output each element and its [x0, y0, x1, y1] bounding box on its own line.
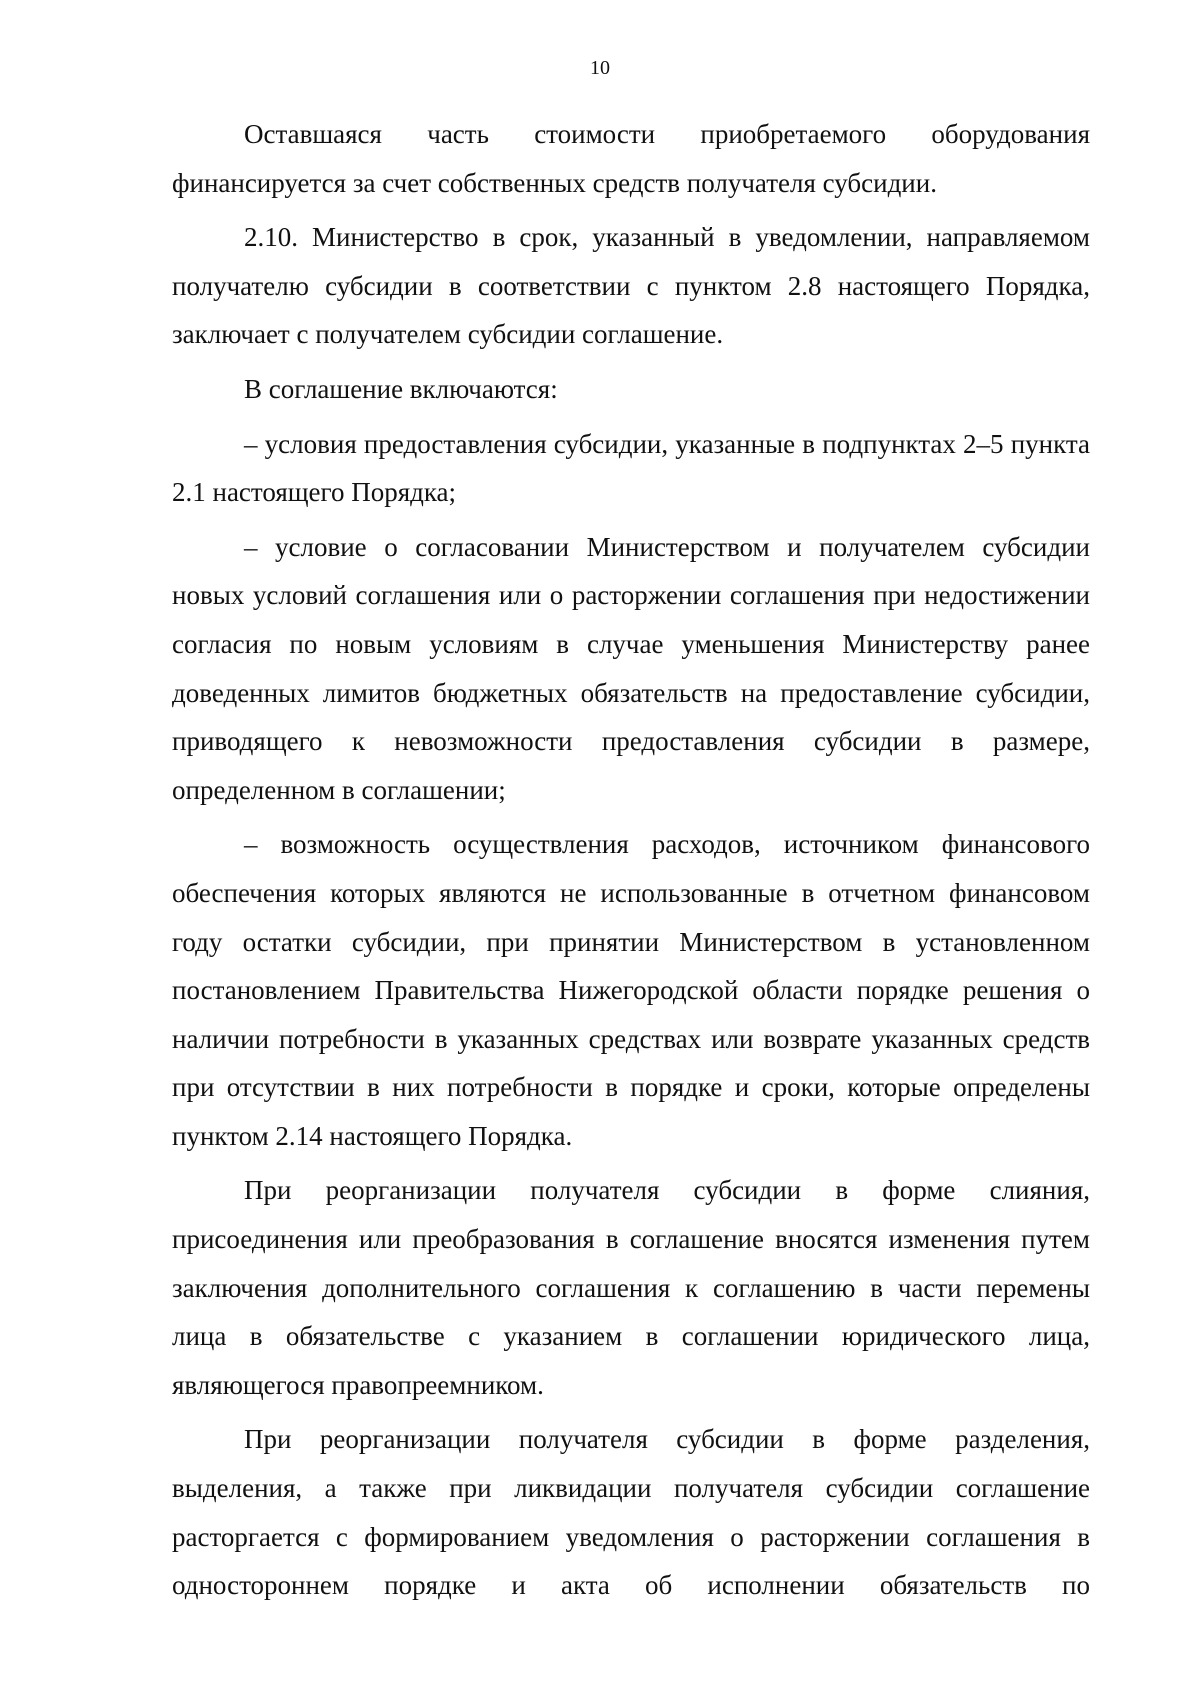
paragraph-reorganization-merger: При реорганизации получателя субсидии в форме слияния, присоединения или преобразования в соглашение вносятся изменения путем заключения дополнительного соглашения к соглашению в части перемены лица в обязательстве с указанием в соглашении юридического лица, являющегося правопреемником. [172, 1175, 1090, 1400]
page-number: 10 [590, 57, 610, 79]
list-item-conditions: – условия предоставления субсидии, указанные в подпунктах 2–5 пункта 2.1 настоящего Порядка; [172, 428, 1090, 508]
paragraph-reorganization-division: При реорганизации получателя субсидии в форме разделения, выделения, а также при ликвидации получателя субсидии соглашение расторгается с формированием уведомления о расторжении соглашения в одностороннем порядке и акта об исполнении обязательств по [172, 1424, 1090, 1601]
document-body [172, 110, 1090, 1616]
paragraph-agreement-includes: В соглашение включаются: [244, 373, 558, 404]
list-item-expenses-possibility: – возможность осуществления расходов, источником финансового обеспечения которых являются не использованные в отчетном финансовом году остатки субсидии, при принятии Министерством в установленном постановлением Правительства Нижегородской области порядке решения о наличии потребности в указанных средствах или возврате указанных средств при отсутствии в них потребности в порядке и сроки, которые определены пунктом 2.14 настоящего Порядка. [172, 829, 1090, 1151]
paragraph-remaining-cost: Оставшаяся часть стоимости приобретаемого оборудования финансируется за счет собственных средств получателя субсидии. [172, 119, 1090, 198]
paragraph-2-10: 2.10. Министерство в срок, указанный в уведомлении, направляемом получателю субсидии в соответствии с пунктом 2.8 настоящего Порядка, заключает с получателем субсидии соглашение. [172, 222, 1090, 350]
list-item-approval-condition: – условие о согласовании Министерством и получателем субсидии новых условий соглашения или о расторжении соглашения при недостижении согласия по новым условиям в случае уменьшения Министерству ранее доведенных лимитов бюджетных обязательств на предоставление субсидии, приводящего к невозможности предоставления субсидии в размере, определенном в соглашении; [172, 531, 1090, 805]
